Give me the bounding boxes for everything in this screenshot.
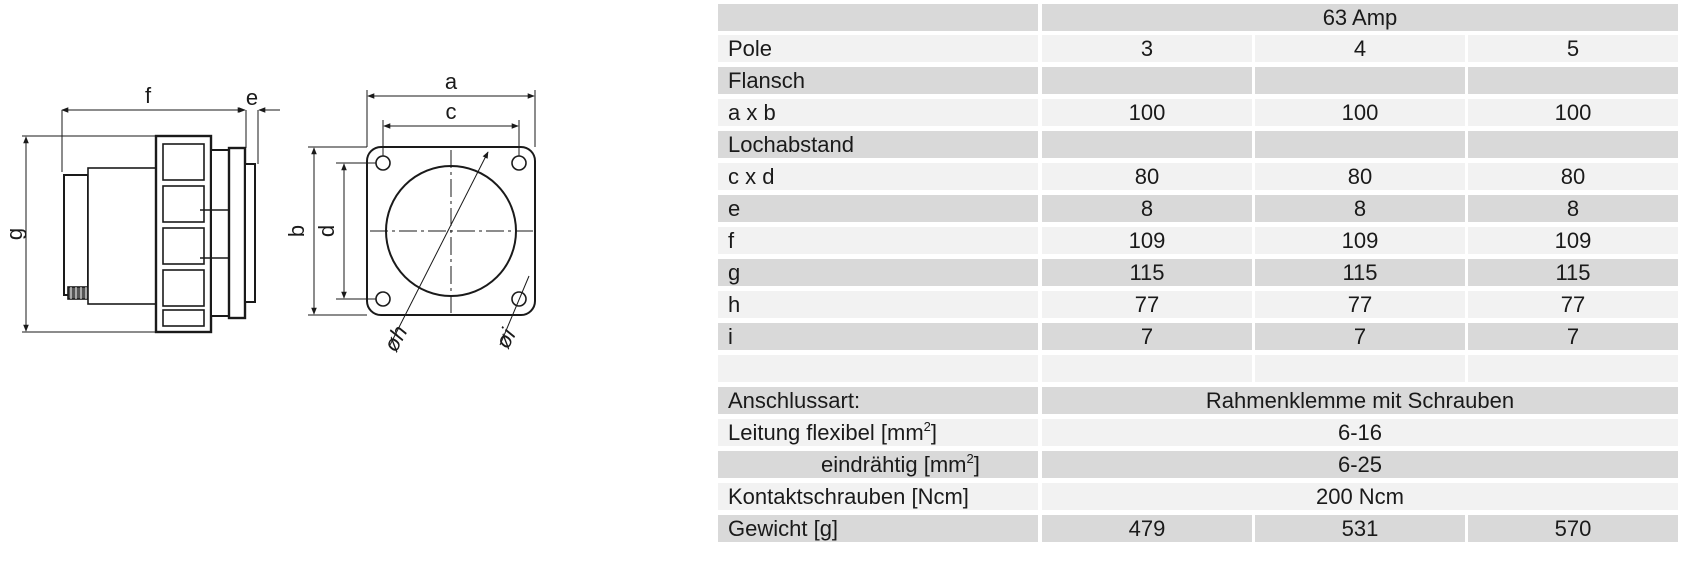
- row-value: 5: [1468, 35, 1678, 62]
- row-value: 77: [1255, 291, 1465, 318]
- row-value: 109: [1042, 227, 1252, 254]
- row-value: 8: [1042, 195, 1252, 222]
- row-value: 4: [1255, 35, 1465, 62]
- row-value: [1042, 67, 1252, 94]
- row-value: [1255, 131, 1465, 158]
- dimension-label-a: a: [444, 69, 458, 94]
- row-label: eindrähtig $[mm^2]$: [718, 451, 1038, 478]
- row-value: 115: [1468, 259, 1678, 286]
- row-value: 100: [1255, 99, 1465, 126]
- row-value: 77: [1468, 291, 1678, 318]
- row-label: a x b: [718, 99, 1038, 126]
- row-value: 531: [1255, 515, 1465, 542]
- row-label: c x d: [718, 163, 1038, 190]
- row-value: 8: [1468, 195, 1678, 222]
- front-view: [367, 147, 535, 345]
- technical-drawing: [0, 0, 660, 575]
- row-value: 100: [1468, 99, 1678, 126]
- row-value: 80: [1255, 163, 1465, 190]
- header-amp-cell: 63 Amp: [1042, 4, 1678, 31]
- dimension-label-h: øh: [378, 321, 413, 356]
- row-value: 115: [1255, 259, 1465, 286]
- dimension-label-b: b: [284, 224, 309, 238]
- row-value: 77: [1042, 291, 1252, 318]
- row-value: 109: [1255, 227, 1465, 254]
- dimension-label-c: c: [445, 99, 457, 124]
- row-value: 6-25: [1042, 451, 1678, 478]
- row-value: 7: [1042, 323, 1252, 350]
- row-value: 8: [1255, 195, 1465, 222]
- dimension-label-i: øi: [490, 324, 521, 353]
- row-value: Rahmenklemme mit Schrauben: [1042, 387, 1678, 414]
- row-label: Leitung flexibel $[mm^2]$: [718, 419, 1038, 446]
- row-value: [1255, 67, 1465, 94]
- row-value: 200 Ncm: [1042, 483, 1678, 510]
- front-view-dimensions: [308, 90, 535, 315]
- row-label: Gewicht [g]: [718, 515, 1038, 542]
- row-value: [1042, 131, 1252, 158]
- side-view: [64, 136, 255, 332]
- dimension-label-f: f: [144, 83, 152, 108]
- row-value: 7: [1255, 323, 1465, 350]
- header-label-cell: [718, 4, 1038, 31]
- row-value: [1468, 355, 1678, 382]
- row-label: Lochabstand: [718, 131, 1038, 158]
- row-label: g: [718, 259, 1038, 286]
- dimension-label-e: e: [245, 85, 259, 110]
- row-value: 115: [1042, 259, 1252, 286]
- row-label: i: [718, 323, 1038, 350]
- row-label: Anschlussart:: [718, 387, 1038, 414]
- row-label: [718, 355, 1038, 382]
- row-value: 479: [1042, 515, 1252, 542]
- row-value: 6-16: [1042, 419, 1678, 446]
- row-label: Flansch: [718, 67, 1038, 94]
- dimension-label-d: d: [314, 224, 339, 238]
- row-value: 3: [1042, 35, 1252, 62]
- row-value: 109: [1468, 227, 1678, 254]
- row-value: 80: [1468, 163, 1678, 190]
- row-value: [1042, 355, 1252, 382]
- row-value: 80: [1042, 163, 1252, 190]
- row-value: [1468, 131, 1678, 158]
- row-value: 100: [1042, 99, 1252, 126]
- row-label: h: [718, 291, 1038, 318]
- row-label: Pole: [718, 35, 1038, 62]
- row-value: 7: [1468, 323, 1678, 350]
- row-value: [1468, 67, 1678, 94]
- row-label: f: [718, 227, 1038, 254]
- row-value: [1255, 355, 1465, 382]
- row-value: 570: [1468, 515, 1678, 542]
- row-label: Kontaktschrauben [Ncm]: [718, 483, 1038, 510]
- row-label: e: [718, 195, 1038, 222]
- dimension-label-g: g: [2, 227, 27, 241]
